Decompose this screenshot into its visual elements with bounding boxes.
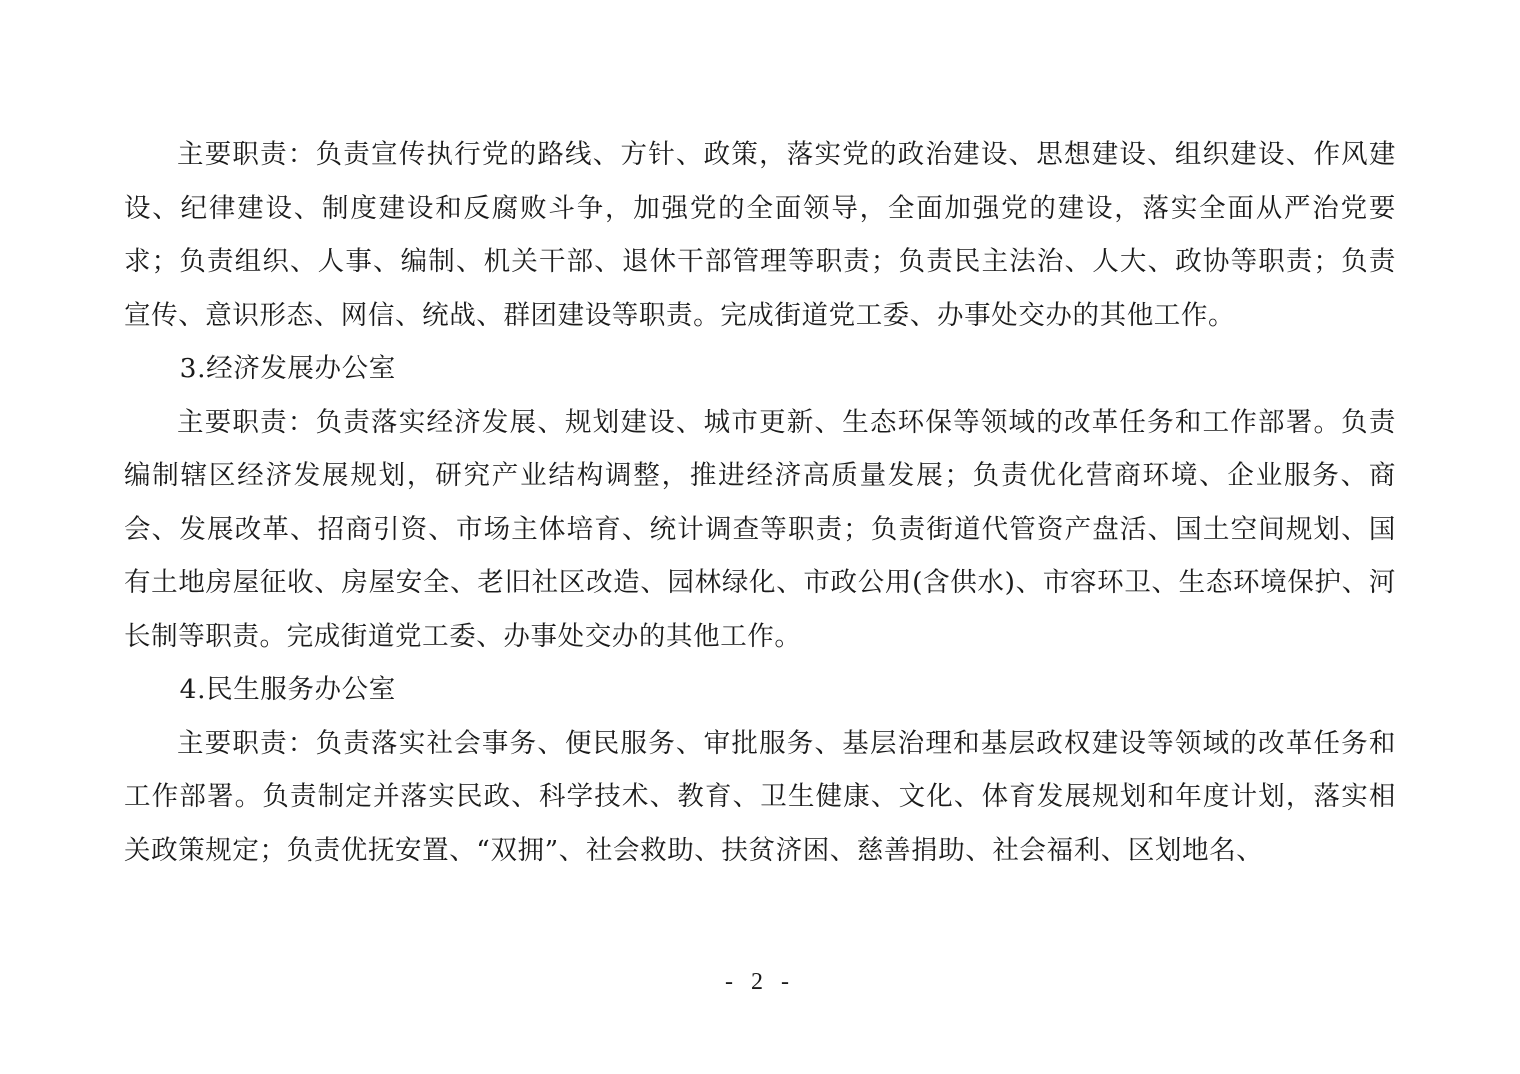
duties-paragraph-livelihood-service-office: 主要职责：负责落实社会事务、便民服务、审批服务、基层治理和基层政权建设等领域的改革任务和工作部署。负责制定并落实民政、科学技术、教育、卫生健康、文化、体育发展规划和年度计划，落实相关政策规定；负责优抚安置、“双拥”、社会救助、扶贫济困、慈善捐助、社会福利、区划地名、 <box>124 727 1396 866</box>
section-heading-economic-development-office: 3.经济发展办公室 <box>179 353 396 384</box>
duties-paragraph-party-office: 主要职责：负责宣传执行党的路线、方针、政策，落实党的政治建设、思想建设、组织建设、作风建设、纪律建设、制度建设和反腐败斗争，加强党的全面领导，全面加强党的建设，落实全面从严治党要求；负责组织、人事、编制、机关干部、退休干部管理等职责；负责民主法治、人大、政协等职责；负责宣传、意识形态、网信、统战、群团建设等职责。完成街道党工委、办事处交办的其他工作。 <box>124 139 1396 331</box>
page-number: - 2 - <box>725 969 795 995</box>
document-body <box>124 128 1396 877</box>
duties-paragraph-economic-development-office: 主要职责：负责落实经济发展、规划建设、城市更新、生态环保等领域的改革任务和工作部署。负责编制辖区经济发展规划，研究产业结构调整，推进经济高质量发展；负责优化营商环境、企业服务、商会、发展改革、招商引资、市场主体培育、统计调查等职责；负责街道代管资产盘活、国土空间规划、国有土地房屋征收、房屋安全、老旧社区改造、园林绿化、市政公用(含供水)、市容环卫、生态环境保护、河长制等职责。完成街道党工委、办事处交办的其他工作。 <box>124 406 1396 652</box>
section-heading-livelihood-service-office: 4.民生服务办公室 <box>179 674 396 705</box>
